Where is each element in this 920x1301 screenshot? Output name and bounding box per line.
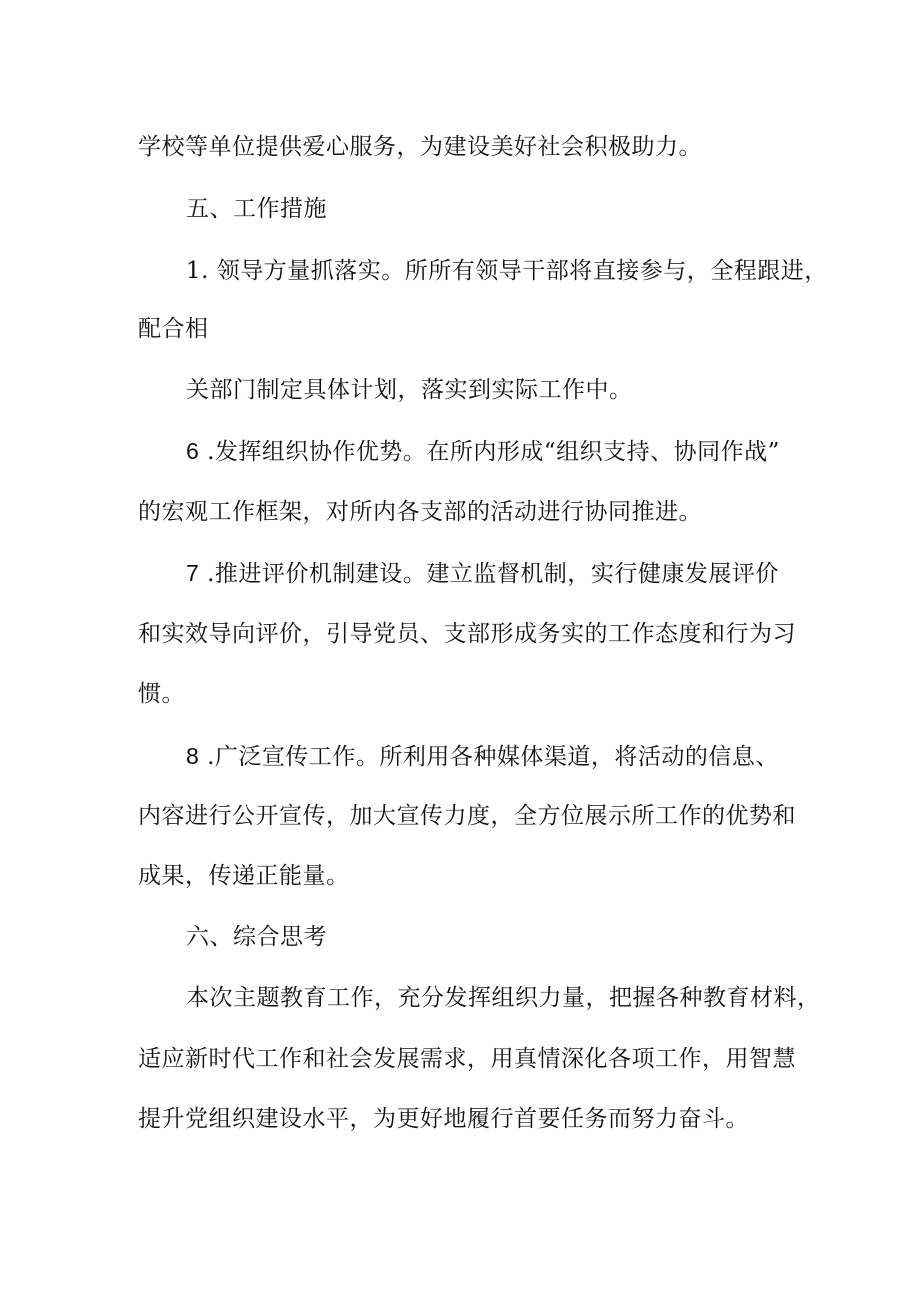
paragraph-line bbox=[186, 558, 779, 589]
paragraph-line: 内容进行公开宣传，加大宣传力度，全方位展示所工作的优势和 bbox=[138, 803, 796, 829]
paragraph-line bbox=[186, 741, 779, 772]
paragraph-line: 提升党组织建设水平，为更好地履行首要任务而努力奋斗。 bbox=[138, 1106, 749, 1132]
paragraph-line: 学校等单位提供爱心服务，为建设美好社会积极助力。 bbox=[138, 134, 702, 160]
section-heading-reflection: 六、综合思考 bbox=[186, 924, 327, 950]
paragraph-line: 的宏观工作框架，对所内各支部的活动进行协同推进。 bbox=[138, 499, 702, 525]
item-text: .发挥组织协作优势。在所内形成“组织支持、协同作战” bbox=[199, 439, 780, 465]
paragraph-line: 适应新时代工作和社会发展需求，用真情深化各项工作，用智慧 bbox=[138, 1046, 796, 1072]
item-text: .推进评价机制建设。建立监督机制，实行健康发展评价 bbox=[199, 561, 779, 587]
paragraph-line: 惯。 bbox=[138, 681, 185, 707]
paragraph-line: 本次主题教育工作，充分发挥组织力量，把握各种教育材料， bbox=[186, 985, 821, 1011]
paragraph-line: 关部门制定具体计划，落实到实际工作中。 bbox=[186, 377, 633, 403]
paragraph-line: 1. 领导方量抓落实。所所有领导干部将直接参与，全程跟进， bbox=[186, 258, 828, 284]
paragraph-line: 配合相 bbox=[138, 316, 209, 342]
item-number: 7 bbox=[186, 560, 200, 586]
section-heading-measures: 五、工作措施 bbox=[186, 196, 327, 222]
item-number: 6 bbox=[186, 438, 200, 464]
paragraph-line: 和实效导向评价，引导党员、支部形成务实的工作态度和行为习 bbox=[138, 621, 796, 647]
paragraph-line: 成果，传递正能量。 bbox=[138, 863, 350, 889]
item-number: 8 bbox=[186, 743, 200, 769]
paragraph-line bbox=[186, 436, 780, 467]
item-text: .广泛宣传工作。所利用各种媒体渠道，将活动的信息、 bbox=[199, 744, 779, 770]
